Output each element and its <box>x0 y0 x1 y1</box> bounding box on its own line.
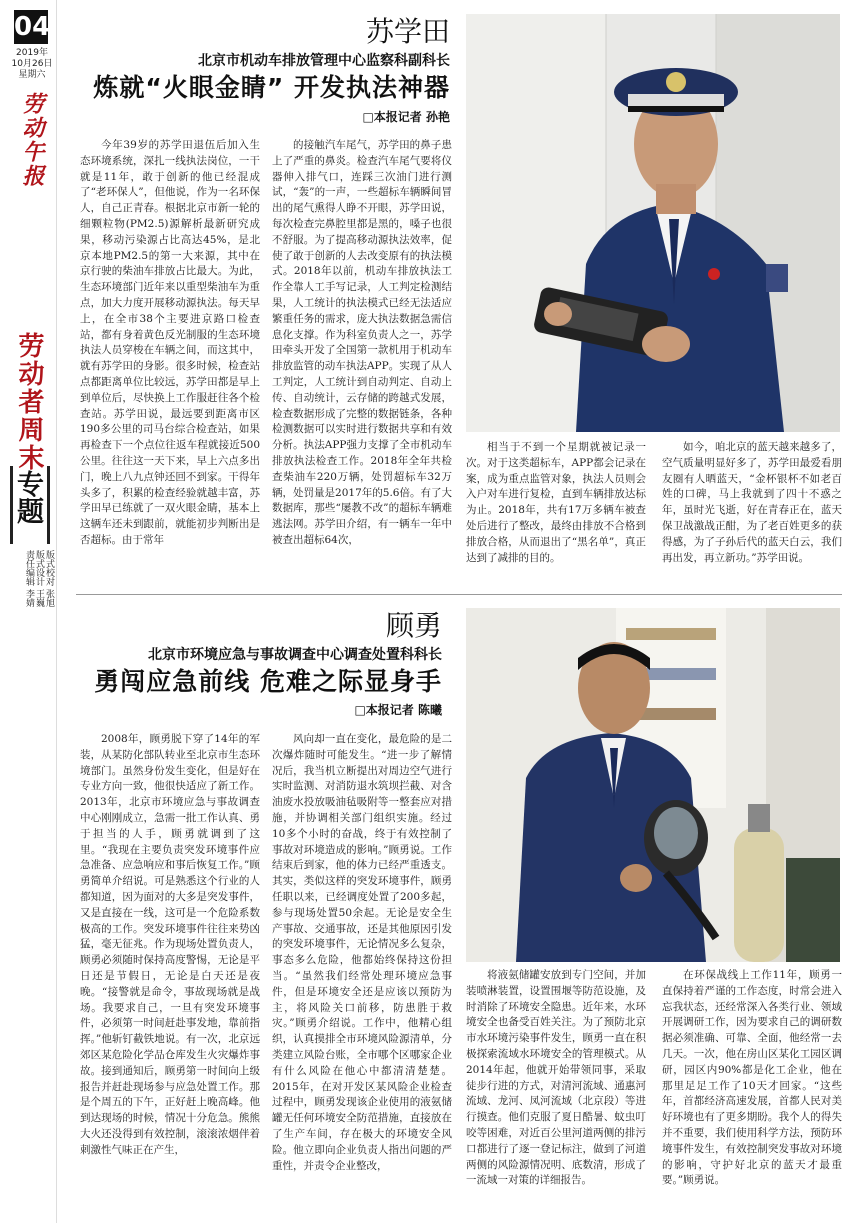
article2-col4-text: 在环保战线上工作11年，顾勇一直保持着严谨的工作态度，时常会进入忘我状态，还经常深入各类行业、领域开展调研工作，因为要求自己的调研数据必须准确、可靠、全面，他经常一去几天。一次，他在房山区某化工园区调研，园区内90%都是化工企业，他在那里足足工作了10天才回家。“这些年，首都经济高速发展，首都人民对美好环境也有了更多期盼。我个人的得失并不重要，我们使用科学方法，预防环境事件发生，有效控制突发事故对环境的影响，守护好北京的蓝天才最重要。”顾勇说。 <box>662 969 842 1187</box>
article2-person-name: 顾勇 <box>385 609 442 642</box>
article2-column-4 <box>662 968 842 1218</box>
article2-col1-text: 2008年，顾勇脱下穿了14年的军装，从某防化部队转业至北京市生态环境部门。虽然身份发生变化，但是好在专业方向一致，他很快适应了新工作。2013年，北京市环境应急与事故调查中心刚刚成立，急需一批工作认真、勇于担当的人手，顾勇就调到了这里。“我现在主要负责突发环境事件应急准备、应急响应和事后恢复工作。”顾勇简单介绍说。可是熟悉这个行业的人都知道，因为面对的大多是突发事件，又是直接在一线，这可是一个危险系数极高的工作。突发环境事件往往来势凶猛，毫无征兆。作为现场处置负责人，顾勇必须随时保持高度警惕，无论是平日还是节假日，无论是白天还是夜晚。“接警就是命令，事故现场就是战场。我要求自己，一旦有突发环境事件，必须第一时间赶赴事发地，靠前指挥。”他斩钉截铁地说。有一次，北京远郊区某危险化学品仓库发生火灾爆炸事故。接到通知后，顾勇第一时间向上级报告并赶赴现场参与应急处置工作。那是个周五的下午，正好赶上晚高峰。他到达现场的时候，情况十分危急。熊熊大火还没得到有效控制，滚滚浓烟伴着刺激性气味正在产生， <box>80 733 260 1156</box>
article1-title: 炼就“火眼金睛” 开发执法神器 <box>93 73 450 102</box>
article1-col4-text: 如今，咱北京的蓝天越来越多了，空气质量明显好多了，苏学田最爱看朋友圈有人晒蓝天，“金杯银杯不如老百姓的口碑，马上我就到了四十不惑之年，虽时光飞逝，好在青春正在，蓝天保卫战激战正酣，为了老百姓更多的获得感，为了子孙后代的蓝天白云，我们再出发，再立新功。”苏学田说。 <box>662 441 842 564</box>
officer-su-photo-illustration <box>466 14 840 432</box>
rail-divider <box>56 0 57 1223</box>
article1-subtitle: 北京市机动车排放管理中心监察科副科长 <box>198 53 450 69</box>
date-year: 2019年 <box>16 48 48 58</box>
article1-photo <box>466 14 840 432</box>
article2-photo <box>466 608 840 962</box>
newspaper-logo: 劳动午报 <box>19 92 45 188</box>
date-day: 10月26日 <box>11 59 53 69</box>
editor-credits <box>14 550 54 620</box>
article2-byline: □本报记者 陈曦 <box>354 703 442 717</box>
article2-column-2 <box>272 732 452 1218</box>
article1-col2-text: 的接触汽车尾气，苏学田的鼻子患上了严重的鼻炎。检查汽车尾气要将仪器伸入排气口，连踩三次油门进行测试，“轰”的一声，一些超标车辆瞬间冒出的尾气熏得人睁不开眼，苏学田说，每次检查完鼻腔里都是黑的，嗓子也很不舒服。为了提高移动源执法效率，促使了敢于创新的人去改变原有的执法模式。2018年以前，机动车排放执法工作全靠人工手写记录，人工判定检测结果，人工统计的执法模式已经无法适应繁重任务的需求，庞大执法数据急需信息化支撑。作为科室负责人之一，苏学田牵头开发了全国第一款机用于机动车排放监管的动车执法APP。实现了从人工判定，人工统计到自动判定、自动上传、自动统计，云存储的跨越式发展，检查数据形成了完整的数据链条，各种检测数据可以实时进行数据共享和有效分析。执法APP强力支撑了全市机动车排放执法检查工作。2018年全年共检查柴油车220万辆，处罚超标车32万辆，处罚量是2017年的5.6倍。有了大数据库，那些“屡教不改”的超标车辆难逃法网。苏学田介绍，有一辆车一年中被查出超标64次， <box>272 139 452 546</box>
article1-person-name: 苏学田 <box>365 15 450 48</box>
section-tag: 专题 <box>12 470 43 524</box>
article1-byline: □本报记者 孙艳 <box>362 110 450 124</box>
page-number: 04 <box>14 12 51 42</box>
date-weekday: 星期六 <box>18 70 46 80</box>
article1-column-4 <box>662 440 842 584</box>
credit-design: 版式设计 王巍 <box>34 550 44 607</box>
article1-col1-text: 今年39岁的苏学田退伍后加入生态环境系统，深扎一线执法岗位，一干就是11年，敢于创新的他已经混成了“老环保人”，但他说，作为一名环保人，自己正青春。根据北京市新一轮的细颗粒物(PM2.5)源解析最新研究成果，移动污染源占比高达45%，是北京本地PM2.5的第一大来源，其中在京行驶的柴油车排放占比最大。为此，生态环境部门近年来以重型柴油车为重点，加大力度开展移动源执法。每天早上，在全市38个主要进京路口检查站，都有身着黄色反光制服的生态环境执法人员穿梭在车辆之间，而这其中，就有苏学田的身影。很多时候，检查站点都距离单位比较远，苏学田都是早上到单位后，尽快换上工作服赶往各个检查站。苏学田说，最远要到距离市区190多公里的司马台综合检查站，如果再检查下一个点位往返车程就接近500公里。往往这一天下来，早上六点多出门，晚上八九点钟还回不到家。干得年头多了，积累的检查经验就越丰富，苏学田早已练就了一双火眼金睛，基本上这辆车还未到跟前，就能初步判断出是否超标。由于常年 <box>80 139 260 546</box>
section-name: 劳动者周末 <box>14 332 44 472</box>
article-separator <box>76 594 842 595</box>
article2-title: 勇闯应急前线 危难之际显身手 <box>94 667 442 696</box>
article2-column-1 <box>80 732 260 1218</box>
article2-column-3 <box>466 968 646 1218</box>
article1-column-1 <box>80 138 260 584</box>
article1-col3-text: 相当于不到一个星期就被记录一次。对于这类超标车，APP都会记录在案，成为重点监管对象，执法人员则会入户对车进行复检，直到车辆排放达标为止。2018年，共有17万多辆车被查处后进行了整改，最终由排放不合格到排放合格，从而退出了“黑名单”，真正达到了减排的目的。 <box>466 441 646 564</box>
credit-editor: 责任编辑 李婧 <box>24 550 34 607</box>
article1-column-3 <box>466 440 646 584</box>
article2-subtitle: 北京市环境应急与事故调查中心调查处置科科长 <box>148 647 442 663</box>
article1-column-2 <box>272 138 452 584</box>
officer-gu-photo-illustration <box>466 608 840 962</box>
page-date <box>10 48 54 81</box>
article2-col3-text: 将液氨储罐安放到专门空间，并加装喷淋装置，设置围堰等防范设施，及时消除了环境安全隐患。近年来，水环境安全也备受百姓关注。为了预防北京市水环境污染事件发生，顾勇一直在积极探索流域水环境安全的管理模式。从2014年起，他就开始带领同事，采取徒步行进的方式，对清河流域、通惠河流域、龙河、凤河流域（北京段）等进行摸查。他们克服了夏日酷暑、蚊虫叮咬等困难，对近百公里河道两侧的排污口都进行了逐一登记标注，做到了河道两侧的风险源情况明、底数清，形成了一流域一对策的详细报告。 <box>466 969 646 1187</box>
credit-proofread: 版式校对 张旭 <box>44 550 54 607</box>
article2-col2-text: 风向却一直在变化，最危险的是二次爆炸随时可能发生。“进一步了解情况后，我当机立断提出对周边空气进行实时监测、对消防退水筑坝拦截、对含油废水投放吸油毡吸附等一整套应对措施，并协调相关部门组织实施。经过10多个小时的奋战，终于有效控制了事故对环境造成的影响。”顾勇说。工作结束后到家，他的体力已经严重透支。其实，类似这样的突发环境事件，顾勇任职以来，已经调度处置了200多起，参与现场处置50余起。无论是安全生产事故、交通事故，还是其他原因引发的突发环境事件，无论情况多么复杂，事态多么危险，他都始终保持这份担当。“虽然我们经常处理环境应急事件，但是环境安全还是应该以预防为主，将风险关口前移，防患胜于救灾。”顾勇介绍说。工作中，他精心组织，认真摸排全市环境风险源清单，分类建立风险台账，全市哪个区哪家企业有什么风险在他心中都清清楚楚。2015年，在对开发区某风险企业检查过程中，顾勇发现该企业使用的液氨储罐无任何环境安全防范措施，直接放在了生产车间，存在极大的环境安全风险。他立即向企业负责人指出问题的严重性，并责令企业整改， <box>272 733 452 1172</box>
